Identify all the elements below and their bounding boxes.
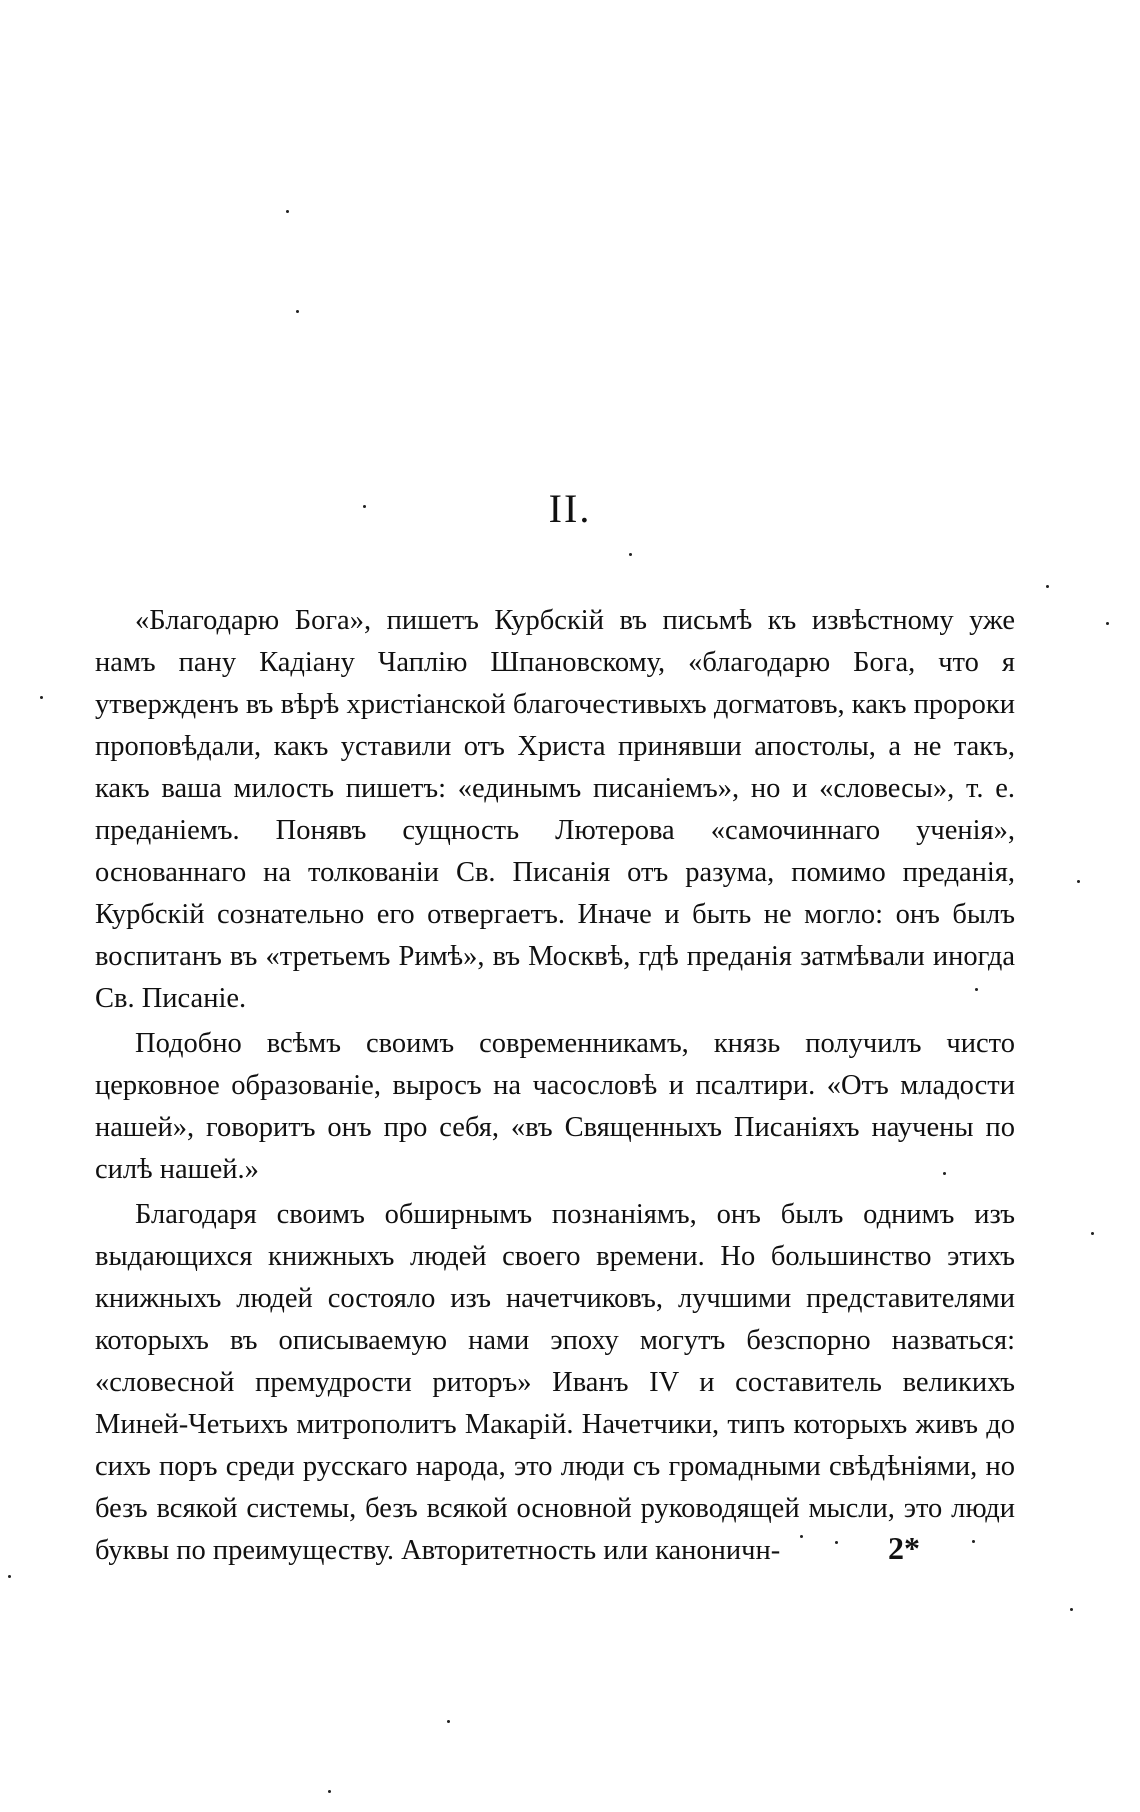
scan-speck xyxy=(363,505,366,508)
paragraph-2: Подобно всѣмъ своимъ современникамъ, князь получилъ чисто церковное образованiе, выросъ на часословѣ и псалтири. «Отъ младости нашей», говоритъ онъ про себя, «въ Священныхъ Писанiяхъ научены по силѣ нашей.» xyxy=(95,1028,1015,1185)
scan-speck xyxy=(286,210,289,213)
scan-speck xyxy=(8,1575,11,1578)
scan-speck xyxy=(1070,1608,1073,1611)
scan-speck xyxy=(447,1720,450,1723)
chapter-heading: II. xyxy=(548,486,592,531)
scan-speck xyxy=(835,1541,838,1544)
scan-speck xyxy=(943,1172,946,1175)
body-text xyxy=(95,600,1015,1575)
scan-speck xyxy=(1046,585,1049,588)
scan-speck xyxy=(296,310,299,313)
paragraph-1: «Благодарю Бога», пишетъ Курбскiй въ письмѣ къ извѣстному уже намъ пану Кадiану Чаплiю Шпановскому, «благодарю Бога, что я утвержденъ въ вѣрѣ христiанской благочестивыхъ догматовъ, какъ пророки проповѣдали, какъ уставили отъ Христа принявши апостолы, а не такъ, какъ ваша милость пишетъ: «единымъ писанiемъ», но и «словесы», т. е. преданiемъ. Понявъ сущность Лютерова «самочиннаго ученiя», основаннаго на толкованiи Св. Писанiя отъ разума, помимо преданiя, Курбскiй сознательно его отвергаетъ. Иначе и быть не могло: онъ былъ воспитанъ въ «третьемъ Римѣ», въ Москвѣ, гдѣ преданiя затмѣвали иногда Св. Писанiе. xyxy=(95,605,1015,1014)
scan-speck xyxy=(1091,1232,1094,1235)
scan-speck xyxy=(972,1540,975,1543)
scan-speck xyxy=(629,553,632,556)
scan-speck xyxy=(328,1790,331,1793)
scan-speck xyxy=(800,1535,803,1538)
scan-speck xyxy=(40,696,43,699)
scan-speck xyxy=(1077,880,1080,883)
scan-speck xyxy=(975,988,978,991)
page-number: 2* xyxy=(888,1530,920,1566)
paragraph-3: Благодаря своимъ обширнымъ познанiямъ, онъ былъ однимъ изъ выдающихся книжныхъ людей своего времени. Но большинство этихъ книжныхъ людей состояло изъ начетчиковъ, лучшими представителями которыхъ въ описываемую нами эпоху могутъ безспорно назваться: «словесной премудрости риторъ» Иванъ IV и составитель великихъ Миней-Четьихъ митрополитъ Макарiй. Начетчики, типъ которыхъ живъ до сихъ поръ среди русскаго народа, это люди съ громадными свѣдѣнiями, но безъ всякой системы, безъ всякой основной руководящей мысли, это люди буквы по преимуществу. Авторитетность или каноничн- xyxy=(95,1199,1015,1566)
scan-speck xyxy=(1106,622,1109,625)
